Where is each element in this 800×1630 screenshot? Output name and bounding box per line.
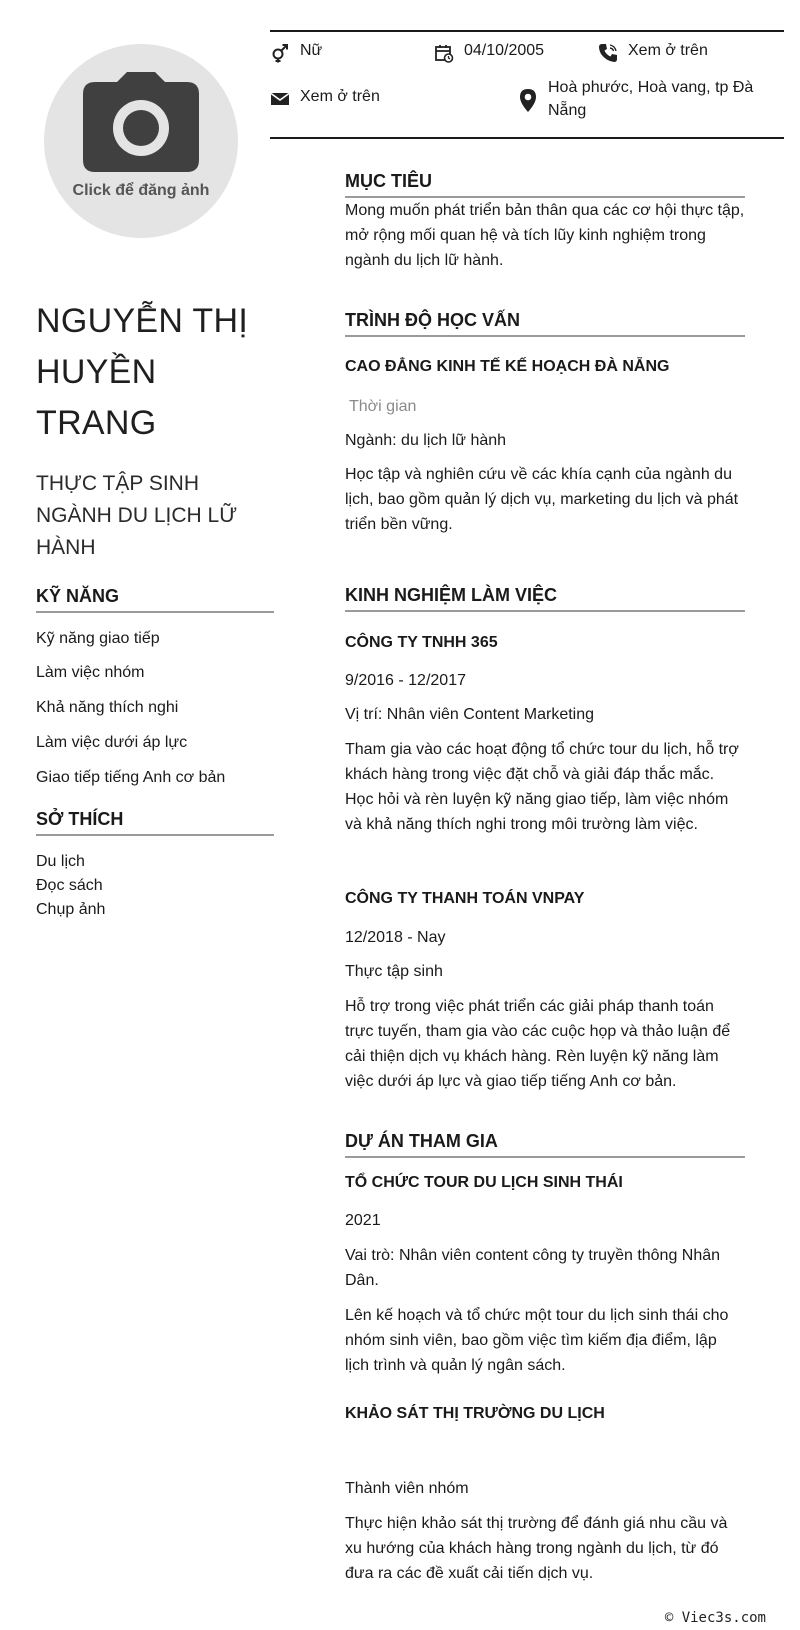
email-icon: [270, 89, 290, 109]
contact-gender-value: Nữ: [300, 42, 323, 59]
job-period: 12/2018 - Nay: [345, 929, 446, 946]
project-role: Vai trò: Nhân viên content công ty truyền thông Nhân Dân.: [345, 1247, 721, 1289]
contact-birthday: [434, 42, 544, 63]
contact-birthday-value: 04/10/2005: [464, 42, 545, 59]
job-position: Thực tập sinh: [345, 963, 443, 980]
hobby-item: Du lịch: [36, 853, 85, 870]
project-role: Thành viên nhóm: [345, 1480, 469, 1497]
experience-heading: KINH NGHIỆM LÀM VIỆC: [345, 585, 745, 612]
skill-item: Giao tiếp tiếng Anh cơ bản: [36, 769, 226, 786]
job-company: CÔNG TY THANH TOÁN VNPAY: [345, 890, 585, 907]
contact-address-value: Hoà phước, Hoà vang, tp Đà Nẵng: [548, 79, 754, 119]
job-company: CÔNG TY TNHH 365: [345, 634, 498, 651]
education-school: CAO ĐẲNG KINH TẾ KẾ HOẠCH ĐÀ NẴNG: [345, 358, 670, 375]
camera-icon: [83, 72, 199, 172]
skill-item: Làm việc nhóm: [36, 664, 145, 681]
hobby-item: Đọc sách: [36, 877, 103, 894]
projects-heading: DỰ ÁN THAM GIA: [345, 1131, 745, 1158]
education-time: Thời gian: [349, 398, 417, 415]
job-position: Vị trí: Nhân viên Content Marketing: [345, 706, 595, 723]
skill-item: Làm việc dưới áp lực: [36, 734, 188, 751]
job-period: 9/2016 - 12/2017: [345, 672, 466, 689]
objective-heading: MỤC TIÊU: [345, 171, 745, 198]
skill-item: Khả năng thích nghi: [36, 699, 179, 716]
job-description: Tham gia vào các hoạt động tổ chức tour du lịch, hỗ trợ khách hàng trong việc đặt chỗ và giải đáp thắc mắc. Học hỏi và rèn luyện kỹ năng giao tiếp, làm việc nhóm và khả năng thích nghi trong môi trường làm việc.: [345, 741, 739, 833]
gender-icon: [270, 43, 290, 63]
location-pin-icon: [518, 88, 538, 114]
education-major: Ngành: du lịch lữ hành: [345, 432, 507, 449]
avatar-upload-label: Click để đăng ảnh: [72, 182, 210, 199]
project-name: KHẢO SÁT THỊ TRƯỜNG DU LỊCH: [345, 1405, 605, 1422]
project-year: 2021: [345, 1212, 381, 1229]
calendar-icon: [434, 43, 454, 63]
hobby-item: Chụp ảnh: [36, 901, 106, 918]
contact-email: [270, 88, 380, 109]
contact-phone: [598, 42, 708, 63]
education-heading: TRÌNH ĐỘ HỌC VẤN: [345, 310, 745, 337]
job-description: Hỗ trợ trong việc phát triển các giải pháp thanh toán trực tuyến, tham gia vào các cuộc họp và thảo luận để cải thiện dịch vụ khách hàng. Rèn luyện kỹ năng làm việc dưới áp lực và giao tiếp tiếng Anh cơ bản.: [345, 998, 731, 1090]
education-description: Học tập và nghiên cứu về các khía cạnh của ngành du lịch, bao gồm quản lý dịch vụ, marketing du lịch và phát triển bền vững.: [345, 466, 739, 533]
phone-icon: [598, 43, 618, 63]
objective-text: Mong muốn phát triển bản thân qua các cơ hội thực tập, mở rộng mối quan hệ và tích lũy kinh nghiệm trong ngành du lịch lữ hành.: [345, 202, 745, 269]
project-name: TỔ CHỨC TOUR DU LỊCH SINH THÁI: [345, 1174, 623, 1191]
contact-email-value: Xem ở trên: [300, 88, 380, 105]
project-description: Lên kế hoạch và tổ chức một tour du lịch sinh thái cho nhóm sinh viên, bao gồm việc tìm kiếm địa điểm, lập lịch trình và quản lý ngân sách.: [345, 1307, 729, 1374]
footer-credit: © Viec3s.com: [664, 1610, 766, 1626]
skill-item: Kỹ năng giao tiếp: [36, 630, 160, 647]
skills-heading: KỸ NĂNG: [36, 586, 274, 613]
contact-address: [518, 76, 778, 122]
contact-phone-value: Xem ở trên: [628, 42, 708, 59]
candidate-name: NGUYỄN THỊ HUYỀN TRANG: [36, 302, 249, 442]
contact-gender: [270, 42, 322, 63]
hobbies-heading: SỞ THÍCH: [36, 809, 274, 836]
project-description: Thực hiện khảo sát thị trường để đánh giá nhu cầu và xu hướng của khách hàng trong ngành du lịch, từ đó đưa ra các đề xuất cải tiến dịch vụ.: [345, 1515, 728, 1582]
avatar-upload[interactable]: [44, 44, 238, 238]
candidate-title: THỰC TẬP SINH NGÀNH DU LỊCH LỮ HÀNH: [36, 472, 238, 559]
